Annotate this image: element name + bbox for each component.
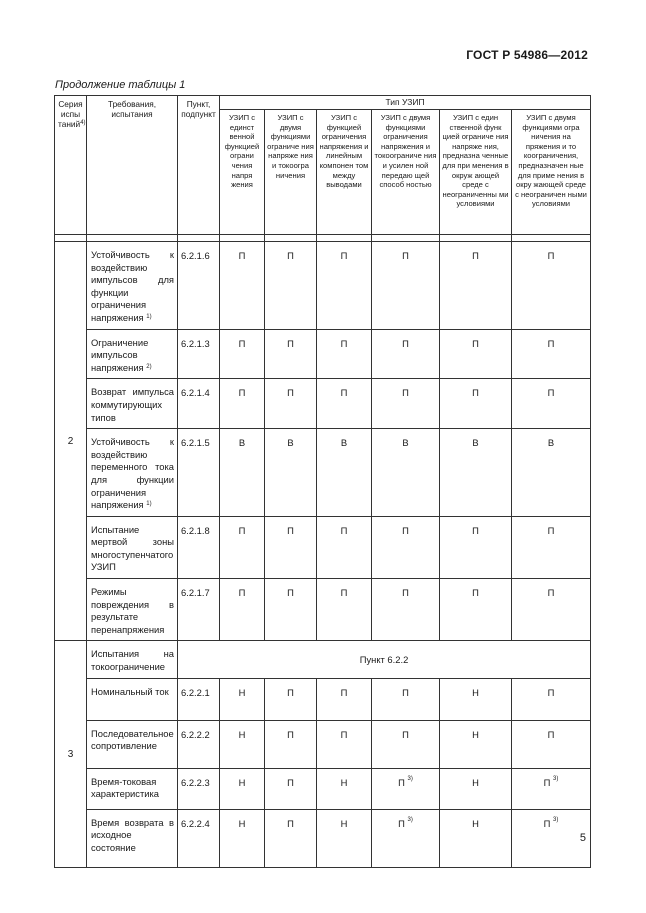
cell-value: В — [220, 429, 265, 517]
table-row — [55, 329, 591, 379]
row-clause: 6.2.1.8 — [178, 516, 220, 578]
row-name: Испытание мертвой зоны многоступенчатого УЗИП — [87, 516, 178, 578]
cell-value: П — [220, 516, 265, 578]
table-row — [55, 516, 591, 578]
row-clause: 6.2.2.2 — [178, 720, 220, 768]
test-requirements-table — [54, 95, 591, 868]
table-row — [55, 579, 591, 641]
cell-value: П — [440, 516, 512, 578]
cell-value: В — [440, 429, 512, 517]
cell-value: П — [220, 242, 265, 330]
cell-value: П — [317, 579, 372, 641]
cell-value: П — [265, 678, 317, 720]
cell-value: Н — [220, 768, 265, 809]
header-type-3: УЗИП с функцией ограничения напряжения и линейным компонен том между выводами — [317, 110, 372, 235]
cell-value: В — [512, 429, 591, 517]
row-clause: 6.2.2.4 — [178, 809, 220, 867]
cell-value: П — [317, 329, 372, 379]
cell-value: П — [265, 516, 317, 578]
cell-value: П — [220, 579, 265, 641]
cell-value: П $^{3)}$ — [512, 809, 591, 867]
row-name: Номинальный ток — [87, 678, 178, 720]
cell-value: П — [372, 678, 440, 720]
document-code: ГОСТ Р 54986—2012 — [466, 48, 588, 62]
header-type-2: УЗИП с двумя функциями ограниче ния напряже ния и токоогра ничения — [265, 110, 317, 235]
table-continuation-caption: Продолжение таблицы 1 — [55, 79, 186, 91]
header-clause: Пункт, подпункт — [178, 96, 220, 235]
cell-value: П — [440, 579, 512, 641]
header-type-4: УЗИП с двумя функциями ограничения напряжения и токоограниче ния и усилен ной передаю щей способ ностью — [372, 110, 440, 235]
cell-value: П — [512, 720, 591, 768]
cell-value: П $^{3)}$ — [372, 768, 440, 809]
row-name: Испытания на токоограничение — [87, 641, 178, 678]
row-name: Возврат импульса коммутирующих типов — [87, 379, 178, 429]
cell-value: П — [372, 242, 440, 330]
cell-value: Н — [220, 678, 265, 720]
table-row — [55, 678, 591, 720]
cell-value: П — [265, 379, 317, 429]
row-clause: 6.2.2.3 — [178, 768, 220, 809]
cell-value: П — [512, 579, 591, 641]
row-name: Время возврата в исходное состояние — [87, 809, 178, 867]
cell-value: П — [512, 329, 591, 379]
row-name: Режимы повреждения в результате перенапряжения — [87, 579, 178, 641]
cell-value: П — [317, 720, 372, 768]
header-spd-type: Тип УЗИП — [220, 96, 591, 110]
row-name: Последовательное сопротивление — [87, 720, 178, 768]
row-clause: 6.2.1.7 — [178, 579, 220, 641]
cell-value: П — [512, 516, 591, 578]
cell-value: П — [372, 329, 440, 379]
table-row — [55, 768, 591, 809]
cell-value: П — [372, 379, 440, 429]
page-number: 5 — [579, 832, 586, 844]
row-name: Устойчивость к воздействию переменного тока для функции ограничения напряжения $^{1)}$ — [87, 429, 178, 517]
cell-value: П — [265, 579, 317, 641]
cell-value: Н — [317, 809, 372, 867]
table-row — [55, 242, 591, 330]
cell-value: П — [372, 720, 440, 768]
cell-value: П — [512, 379, 591, 429]
cell-value: Н — [317, 768, 372, 809]
cell-value: Н — [440, 720, 512, 768]
cell-value: В — [317, 429, 372, 517]
header-type-5: УЗИП с един ственной функ цией ограниче ния напряже ния, предназна ченные для при менения в окруж ающей среде с неограниченны ми условиями — [440, 110, 512, 235]
cell-value: П — [372, 516, 440, 578]
row-name: Ограничение импульсов напряжения $^{2)}$ — [87, 329, 178, 379]
table-row — [55, 720, 591, 768]
cell-value: П — [512, 678, 591, 720]
table-row — [55, 379, 591, 429]
row-clause: 6.2.1.3 — [178, 329, 220, 379]
clause-reference: Пункт 6.2.2 — [178, 641, 591, 678]
row-name: Устойчивость к воздействию импульсов для функции ограничения напряжения $^{1)}$ — [87, 242, 178, 330]
cell-value: П — [317, 379, 372, 429]
series-2-label: 2 — [55, 242, 87, 641]
cell-value: В — [372, 429, 440, 517]
cell-value: Н — [440, 678, 512, 720]
cell-value: В — [265, 429, 317, 517]
cell-value: П — [440, 329, 512, 379]
cell-value: П — [265, 720, 317, 768]
row-clause: 6.2.1.4 — [178, 379, 220, 429]
cell-value: П — [372, 579, 440, 641]
row-clause: 6.2.1.5 — [178, 429, 220, 517]
cell-value: П $^{3)}$ — [512, 768, 591, 809]
row-clause: 6.2.1.6 — [178, 242, 220, 330]
cell-value: П — [265, 329, 317, 379]
row-name: Время-токовая характеристика — [87, 768, 178, 809]
series-3-label: 3 — [55, 641, 87, 867]
cell-value: П — [317, 678, 372, 720]
table-row — [55, 429, 591, 517]
cell-value: П — [512, 242, 591, 330]
header-requirements: Требования, испытания — [87, 96, 178, 235]
row-clause: 6.2.2.1 — [178, 678, 220, 720]
cell-value: П — [265, 809, 317, 867]
header-series: Серия испы таний$^{4)}$ — [55, 96, 87, 235]
cell-value: Н — [220, 720, 265, 768]
cell-value: П — [220, 379, 265, 429]
cell-value: П — [317, 242, 372, 330]
cell-value: П — [317, 516, 372, 578]
cell-value: Н — [440, 809, 512, 867]
table-row — [55, 809, 591, 867]
header-type-1: УЗИП с единст венной функцией ограни чения напря жения — [220, 110, 265, 235]
header-type-6: УЗИП с двумя функциями огра ничения на пряжения и то коограничения, предназначен ные для приме нения в окру жающей среде с неограничен ными условиями — [512, 110, 591, 235]
cell-value: П — [220, 329, 265, 379]
cell-value: П — [265, 768, 317, 809]
cell-value: П — [265, 242, 317, 330]
table-row — [55, 641, 591, 678]
cell-value: Н — [220, 809, 265, 867]
cell-value: П $^{3)}$ — [372, 809, 440, 867]
cell-value: П — [440, 242, 512, 330]
cell-value: Н — [440, 768, 512, 809]
cell-value: П — [440, 379, 512, 429]
